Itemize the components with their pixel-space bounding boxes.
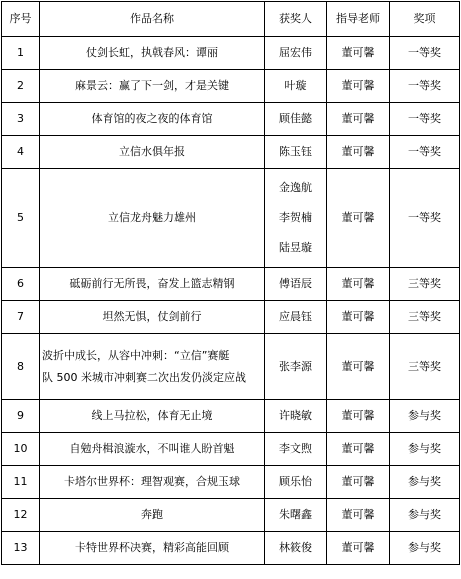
teacher: 董可馨 xyxy=(327,499,390,532)
winner: 许晓敏 xyxy=(265,400,327,433)
work-title: 自勉舟楫浪漩水，不叫谁人盼首魁 xyxy=(40,433,265,466)
winner: 金逸航 xyxy=(279,181,312,194)
winner: 李文煦 xyxy=(265,433,327,466)
award: 参与奖 xyxy=(390,400,460,433)
work-title xyxy=(40,334,265,400)
table-row xyxy=(2,37,460,70)
work-title: 坦然无惧，仗剑前行 xyxy=(40,301,265,334)
work-title: 奔跑 xyxy=(40,499,265,532)
row-no: 3 xyxy=(2,103,40,136)
teacher: 董可馨 xyxy=(327,334,390,400)
winner-group xyxy=(265,169,327,268)
winner: 李贺楠 xyxy=(279,211,312,224)
winner: 顾乐怡 xyxy=(265,466,327,499)
table-row xyxy=(2,466,460,499)
row-no: 2 xyxy=(2,70,40,103)
table-row xyxy=(2,433,460,466)
award: 参与奖 xyxy=(390,433,460,466)
award: 三等奖 xyxy=(390,301,460,334)
winner: 顾佳懿 xyxy=(265,103,327,136)
row-no: 8 xyxy=(2,334,40,400)
winner: 林筱俊 xyxy=(265,532,327,565)
teacher: 董可馨 xyxy=(327,301,390,334)
row-no: 11 xyxy=(2,466,40,499)
row-no: 12 xyxy=(2,499,40,532)
work-title: 仗剑长虹，执戟春风：谭丽 xyxy=(40,37,265,70)
header-no: 序号 xyxy=(2,2,40,37)
teacher: 董可馨 xyxy=(327,433,390,466)
work-title: 卡塔尔世界杯：理智观赛，合规玉球 xyxy=(40,466,265,499)
winner: 陈玉钰 xyxy=(265,136,327,169)
table-row xyxy=(2,268,460,301)
table-row xyxy=(2,499,460,532)
work-title-line: 队 500 米城市冲刺赛二次出发仍淡定应战 xyxy=(42,370,246,384)
work-title: 立信水俱年报 xyxy=(40,136,265,169)
row-no: 10 xyxy=(2,433,40,466)
winner: 屈宏伟 xyxy=(265,37,327,70)
teacher: 董可馨 xyxy=(327,169,390,268)
table-row xyxy=(2,169,460,268)
table-row xyxy=(2,334,460,400)
row-no: 13 xyxy=(2,532,40,565)
teacher: 董可馨 xyxy=(327,268,390,301)
awards-table xyxy=(1,1,460,565)
row-no: 4 xyxy=(2,136,40,169)
work-title: 卡特世界杯决赛，精彩高能回顾 xyxy=(40,532,265,565)
work-title: 体育馆的夜之夜的体育馆 xyxy=(40,103,265,136)
teacher: 董可馨 xyxy=(327,466,390,499)
table-row xyxy=(2,70,460,103)
table-row xyxy=(2,400,460,433)
work-title: 麻景云：赢了下一剑，才是关键 xyxy=(40,70,265,103)
winner: 朱曙鑫 xyxy=(265,499,327,532)
work-title: 砥砺前行无所畏，奋发上篮志精钢 xyxy=(40,268,265,301)
row-no: 5 xyxy=(2,169,40,268)
award: 参与奖 xyxy=(390,499,460,532)
work-title-line: 波折中成长，从容中冲刺：“立信”赛艇 xyxy=(42,348,230,362)
work-title: 立信龙舟魅力雄州 xyxy=(40,169,265,268)
winner: 应晨钰 xyxy=(265,301,327,334)
award: 参与奖 xyxy=(390,532,460,565)
award: 参与奖 xyxy=(390,466,460,499)
teacher: 董可馨 xyxy=(327,400,390,433)
winner: 张李源 xyxy=(265,334,327,400)
header-award: 奖项 xyxy=(390,2,460,37)
winner: 叶璇 xyxy=(265,70,327,103)
teacher: 董可馨 xyxy=(327,70,390,103)
award: 一等奖 xyxy=(390,37,460,70)
row-no: 9 xyxy=(2,400,40,433)
table-row xyxy=(2,301,460,334)
header-teacher: 指导老师 xyxy=(327,2,390,37)
winner: 陆昱璇 xyxy=(279,241,312,254)
winner: 傅语辰 xyxy=(265,268,327,301)
teacher: 董可馨 xyxy=(327,103,390,136)
header-row xyxy=(2,2,460,37)
award: 一等奖 xyxy=(390,136,460,169)
teacher: 董可馨 xyxy=(327,37,390,70)
table-row xyxy=(2,532,460,565)
award: 一等奖 xyxy=(390,169,460,268)
teacher: 董可馨 xyxy=(327,532,390,565)
teacher: 董可馨 xyxy=(327,136,390,169)
row-no: 1 xyxy=(2,37,40,70)
header-winner: 获奖人 xyxy=(265,2,327,37)
header-title: 作品名称 xyxy=(40,2,265,37)
award: 三等奖 xyxy=(390,334,460,400)
award: 一等奖 xyxy=(390,70,460,103)
award: 三等奖 xyxy=(390,268,460,301)
row-no: 7 xyxy=(2,301,40,334)
work-title: 线上马拉松，体育无止境 xyxy=(40,400,265,433)
award: 一等奖 xyxy=(390,103,460,136)
table-row xyxy=(2,103,460,136)
row-no: 6 xyxy=(2,268,40,301)
table-row xyxy=(2,136,460,169)
